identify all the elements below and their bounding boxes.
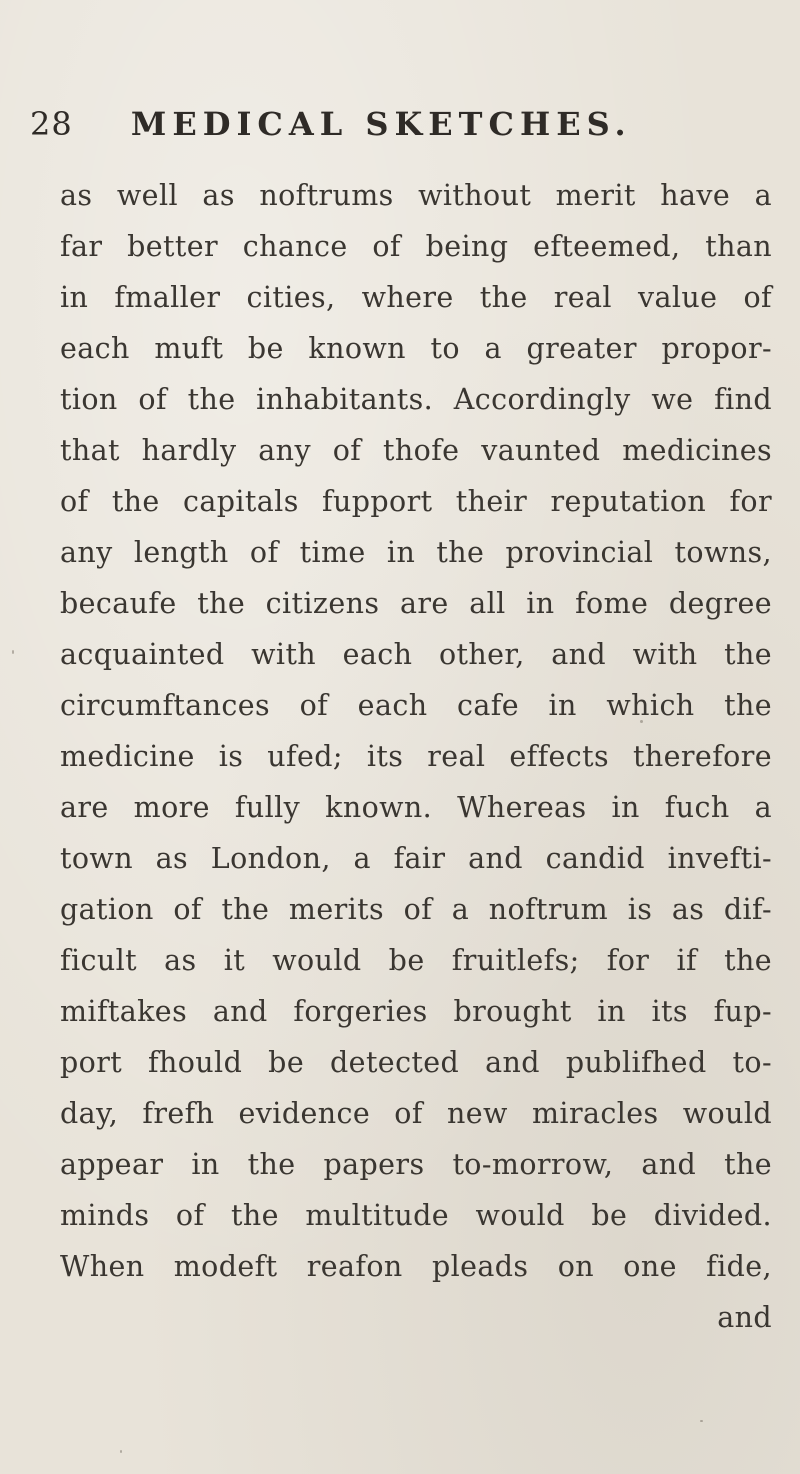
- text-line: of the capitals fupport their reputation for: [60, 485, 772, 518]
- paper-speck: [640, 720, 643, 723]
- paper-speck: [120, 1450, 122, 1453]
- text-line: in fmaller cities, where the real value of: [60, 281, 772, 314]
- body-text: [60, 170, 772, 1343]
- text-line: circumftances of each cafe in which the: [60, 689, 772, 722]
- text-line: as well as noftrums without merit have a: [60, 179, 772, 212]
- text-line: miftakes and forgeries brought in its fup-: [60, 995, 772, 1028]
- text-line: becaufe the citizens are all in fome degree: [60, 587, 772, 620]
- text-line: are more fully known. Whereas in fuch a: [60, 791, 772, 824]
- running-head: [30, 100, 780, 148]
- paper-speck: [548, 1120, 550, 1122]
- text-line: any length of time in the provincial towns,: [60, 536, 772, 569]
- paper-speck: [700, 1420, 703, 1422]
- text-line: When modeft reafon pleads on one fide,: [60, 1250, 772, 1283]
- running-title: MEDICAL SKETCHES.: [130, 105, 632, 143]
- text-line: far better chance of being efteemed, than: [60, 230, 772, 263]
- text-line: each muft be known to a greater propor-: [60, 332, 772, 365]
- text-line: day, frefh evidence of new miracles would: [60, 1097, 772, 1130]
- text-line: gation of the merits of a noftrum is as dif-: [60, 893, 772, 926]
- text-line: appear in the papers to-morrow, and the: [60, 1148, 772, 1181]
- paper-speck: [12, 650, 14, 654]
- page-number: 28: [30, 105, 73, 143]
- text-line: medicine is ufed; its real effects therefore: [60, 740, 772, 773]
- text-line: tion of the inhabitants. Accordingly we find: [60, 383, 772, 416]
- text-line: that hardly any of thofe vaunted medicines: [60, 434, 772, 467]
- text-line: ficult as it would be fruitlefs; for if the: [60, 944, 772, 977]
- text-line: port fhould be detected and publifhed to-: [60, 1046, 772, 1079]
- text-line: minds of the multitude would be divided.: [60, 1199, 772, 1232]
- catchword: and: [717, 1301, 772, 1334]
- text-line: town as London, a fair and candid invefti-: [60, 842, 772, 875]
- text-line: acquainted with each other, and with the: [60, 638, 772, 671]
